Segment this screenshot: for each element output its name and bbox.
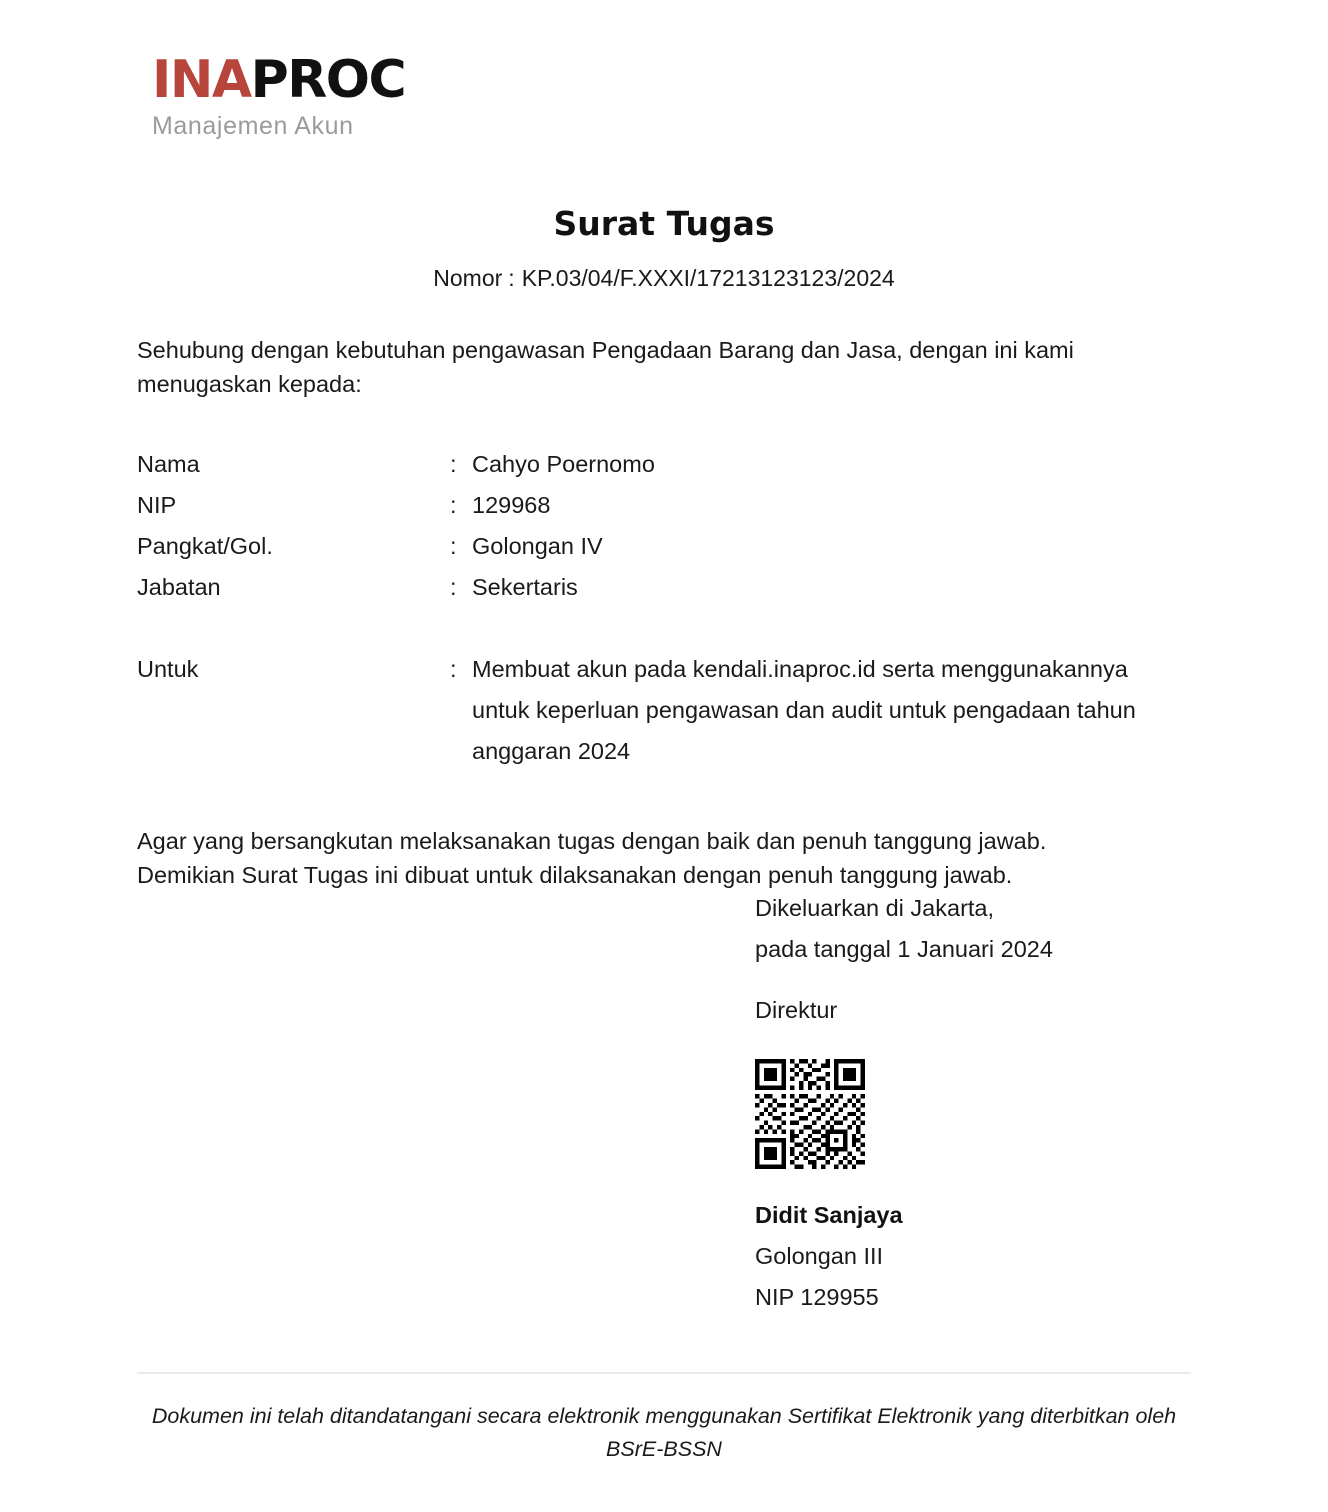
- inaproc-logo: [152, 52, 452, 141]
- signer-nip: NIP 129955: [755, 1284, 879, 1310]
- signer-name: Didit Sanjaya: [755, 1202, 903, 1228]
- signature-role: Direktur: [755, 997, 838, 1023]
- field-value-untuk: Membuat akun pada kendali.inaproc.id serta menggunakannya untuk keperluan pengawasan dan audit untuk pengadaan tahun anggaran 2024: [472, 656, 1136, 764]
- field-value-nama: Cahyo Poernomo: [472, 451, 655, 477]
- assignee-fields: [137, 444, 1191, 608]
- field-colon: :: [450, 656, 457, 682]
- document-number: [0, 262, 1328, 294]
- field-value-pangkat: Golongan IV: [472, 533, 603, 559]
- table-row: [137, 649, 1191, 772]
- footer-divider: [137, 1372, 1191, 1374]
- signature-date: pada tanggal 1 Januari 2024: [755, 936, 1053, 962]
- field-colon: :: [450, 451, 457, 477]
- logo-wordmark-secondary: PROC: [250, 50, 406, 110]
- signature-place: Dikeluarkan di Jakarta,: [755, 895, 995, 921]
- purpose-field: [137, 649, 1191, 772]
- table-row: [137, 526, 1191, 567]
- table-row: [137, 444, 1191, 485]
- field-label-nip: NIP: [137, 492, 177, 518]
- document-number-value: KP.03/04/F.XXXI/17213123123/2024: [521, 265, 895, 291]
- field-label-pangkat: Pangkat/Gol.: [137, 533, 273, 559]
- signature-block: [755, 888, 1205, 1318]
- field-colon: :: [450, 533, 457, 559]
- field-colon: :: [450, 492, 457, 518]
- field-label-nama: Nama: [137, 451, 200, 477]
- logo-subtitle: Manajemen Akun: [152, 112, 354, 140]
- field-label-untuk: Untuk: [137, 656, 199, 682]
- footer-note: Dokumen ini telah ditandatangani secara elektronik menggunakan Sertifikat Elektronik yang diterbitkan oleh BSrE-BSSN: [151, 1404, 1177, 1461]
- field-label-jabatan: Jabatan: [137, 574, 221, 600]
- field-value-jabatan: Sekertaris: [472, 574, 578, 600]
- table-row: [137, 485, 1191, 526]
- closing-paragraph: Agar yang bersangkutan melaksanakan tugas dengan baik dan penuh tanggung jawab. Demikian Surat Tugas ini dibuat untuk dilaksanakan dengan penuh tanggung jawab.: [137, 828, 1047, 888]
- signer-golongan: Golongan III: [755, 1243, 884, 1269]
- document-number-separator: :: [508, 265, 515, 291]
- logo-wordmark: [152, 52, 452, 108]
- document-number-label: Nomor: [433, 265, 503, 291]
- document-body: [137, 333, 1191, 892]
- page-title: Surat Tugas: [553, 204, 775, 243]
- field-colon: :: [450, 574, 457, 600]
- intro-paragraph: Sehubung dengan kebutuhan pengawasan Pengadaan Barang dan Jasa, dengan ini kami menugaskan kepada:: [137, 337, 1074, 397]
- qr-code-icon: [755, 1059, 865, 1169]
- field-value-nip: 129968: [472, 492, 551, 518]
- logo-wordmark-primary: INA: [152, 50, 251, 110]
- table-row: [137, 567, 1191, 608]
